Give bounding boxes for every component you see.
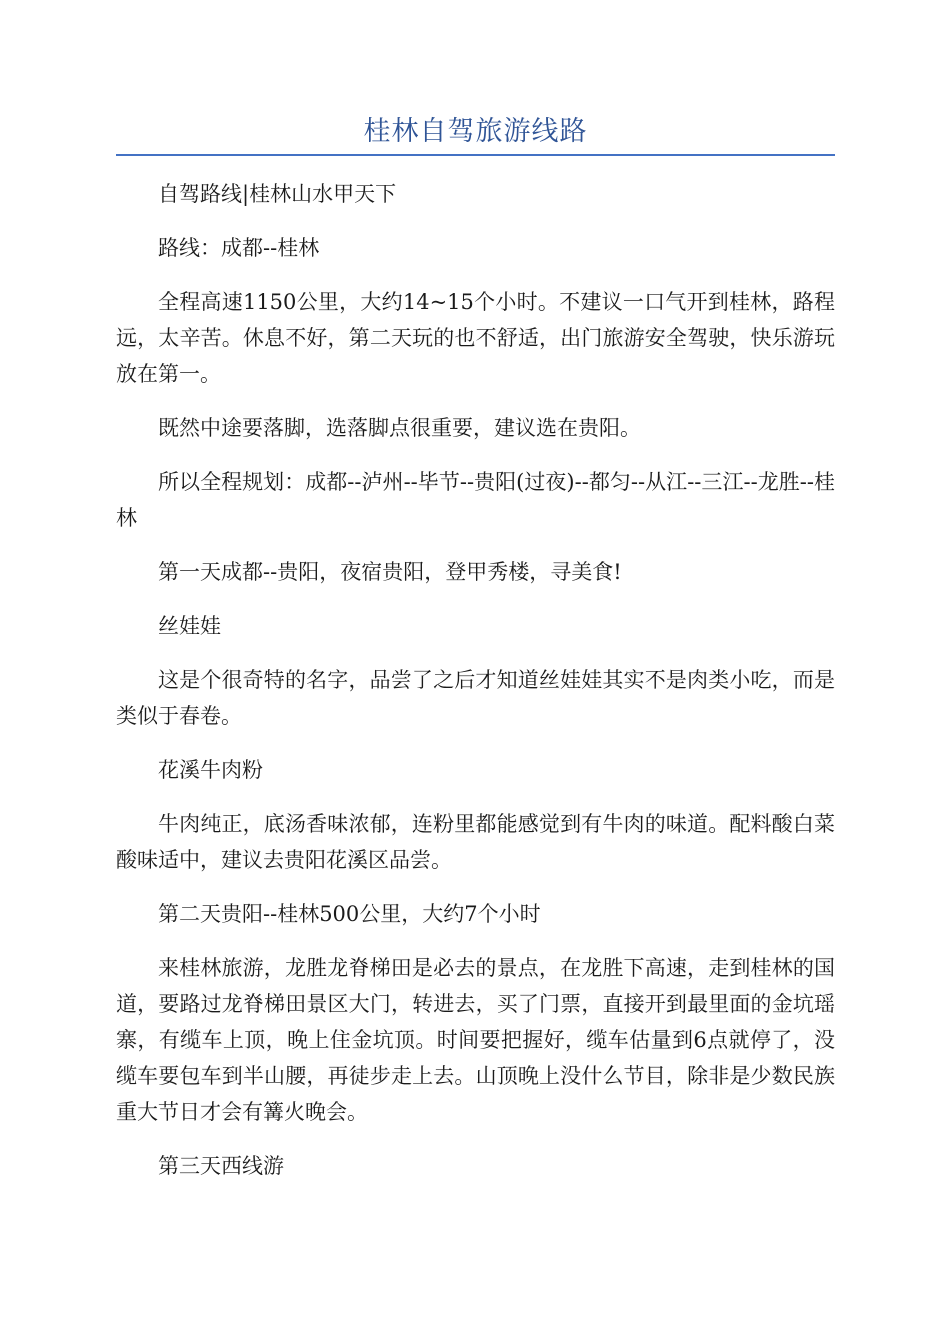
paragraph: 来桂林旅游，龙胜龙脊梯田是必去的景点，在龙胜下高速，走到桂林的国道，要路过龙脊梯田景区大门，转进去，买了门票，直接开到最里面的金坑瑶寨，有缆车上顶，晚上住金坑顶。时间要把握好，缆车估量到6点就停了，没缆车要包车到半山腰，再徒步走上去。山顶晚上没什么节目，除非是少数民族重大节日才会有篝火晚会。: [116, 956, 835, 1124]
paragraph: 既然中途要落脚，选落脚点很重要，建议选在贵阳。: [158, 416, 641, 440]
document-body: [116, 176, 835, 1202]
paragraph: 路线：成都--桂林: [158, 236, 320, 260]
paragraph: 第三天西线游: [158, 1154, 284, 1178]
paragraph: 所以全程规划：成都--泸州--毕节--贵阳(过夜)--都匀--从江--三江--龙胜--桂林: [116, 470, 835, 530]
paragraph: 这是个很奇特的名字，品尝了之后才知道丝娃娃其实不是肉类小吃，而是类似于春卷。: [116, 668, 835, 728]
title-underline: [116, 154, 835, 156]
document-title: 桂林自驾旅游线路: [363, 116, 588, 147]
paragraph: 花溪牛肉粉: [158, 758, 263, 782]
paragraph: 牛肉纯正，底汤香味浓郁，连粉里都能感觉到有牛肉的味道。配料酸白菜酸味适中，建议去贵阳花溪区品尝。: [116, 812, 835, 872]
paragraph: 第一天成都--贵阳，夜宿贵阳，登甲秀楼，寻美食!: [158, 560, 622, 584]
paragraph: 自驾路线|桂林山水甲天下: [158, 182, 397, 206]
paragraph: 丝娃娃: [158, 614, 221, 638]
paragraph: 第二天贵阳--桂林500公里，大约7个小时: [158, 902, 541, 926]
paragraph: 全程高速1150公里，大约14~15个小时。不建议一口气开到桂林，路程远，太辛苦。休息不好，第二天玩的也不舒适，出门旅游安全驾驶，快乐游玩放在第一。: [116, 290, 835, 386]
